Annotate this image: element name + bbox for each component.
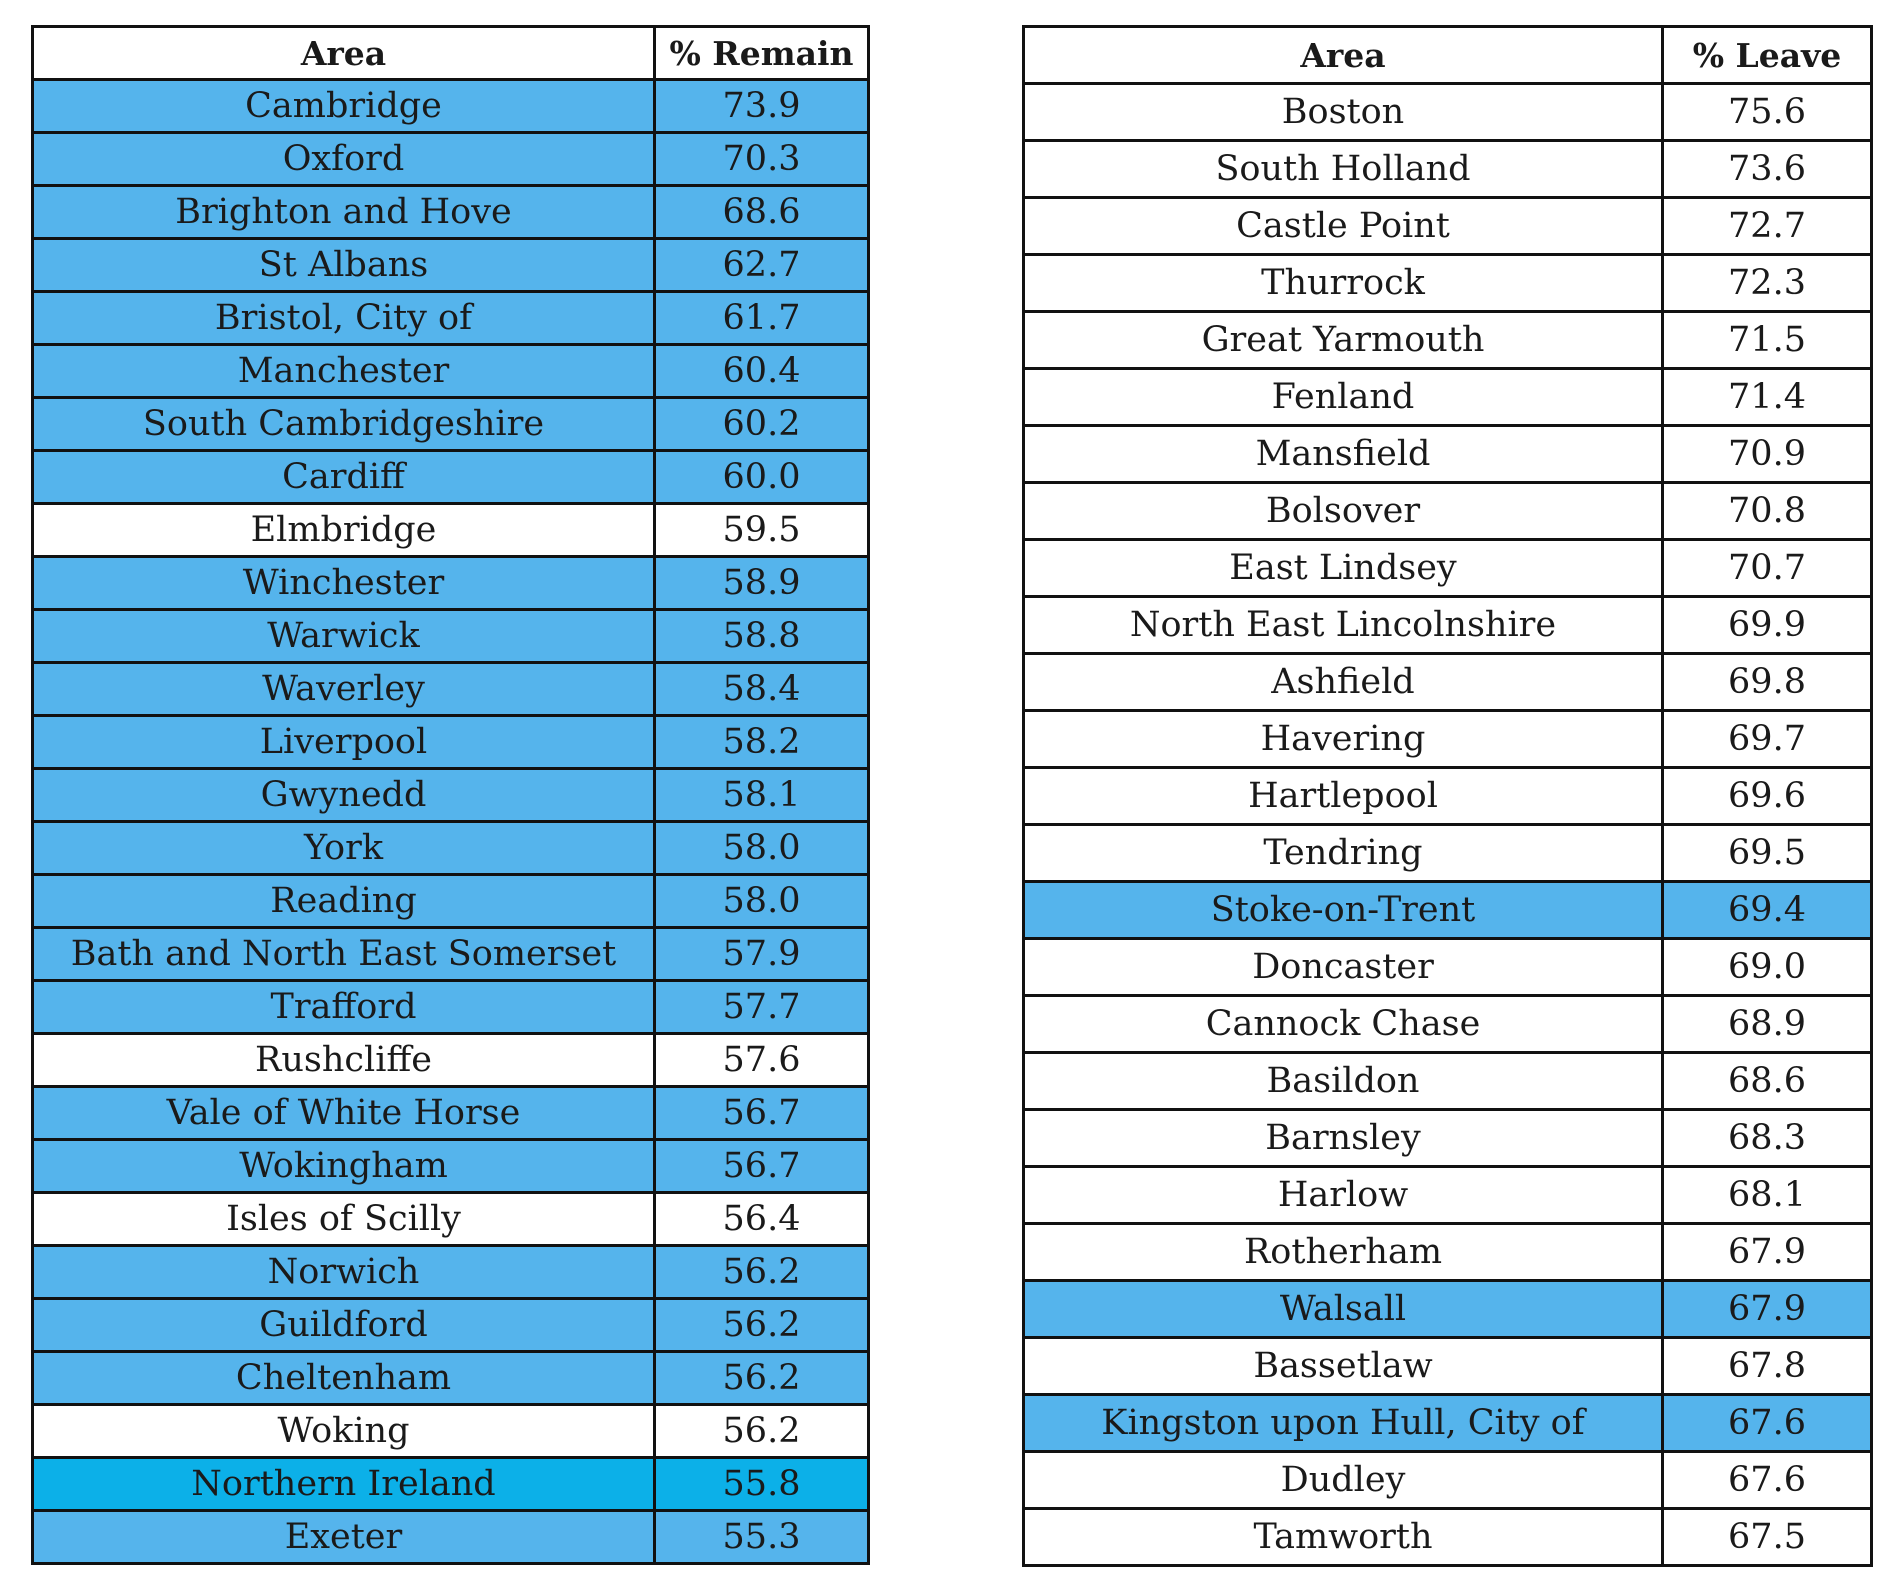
table-row: [33, 451, 869, 504]
table-row: [33, 80, 869, 133]
remain-area-cell: Trafford: [33, 981, 655, 1034]
table-row: [33, 239, 869, 292]
remain-area-cell: Elmbridge: [33, 504, 655, 557]
leave-area-cell: Rotherham: [1024, 1224, 1663, 1281]
table-row: [1024, 369, 1872, 426]
remain-area-cell: Winchester: [33, 557, 655, 610]
leave-area-cell: Tamworth: [1024, 1509, 1663, 1566]
remain-value-cell: 58.8: [655, 610, 869, 663]
remain-area-cell: Isles of Scilly: [33, 1193, 655, 1246]
remain-value-cell: 56.4: [655, 1193, 869, 1246]
table-row: [1024, 1224, 1872, 1281]
leave-value-cell: 69.7: [1663, 711, 1872, 768]
table-row: [33, 186, 869, 239]
remain-area-cell: Gwynedd: [33, 769, 655, 822]
remain-area-cell: Bristol, City of: [33, 292, 655, 345]
leave-area-cell: Mansfield: [1024, 426, 1663, 483]
remain-area-cell: Brighton and Hove: [33, 186, 655, 239]
leave-area-cell: Walsall: [1024, 1281, 1663, 1338]
remain-area-cell: York: [33, 822, 655, 875]
leave-area-cell: Cannock Chase: [1024, 996, 1663, 1053]
leave-value-cell: 69.9: [1663, 597, 1872, 654]
table-row: [33, 769, 869, 822]
table-row: [33, 504, 869, 557]
remain-value-cell: 57.9: [655, 928, 869, 981]
leave-value-cell: 70.8: [1663, 483, 1872, 540]
remain-value-cell: 56.7: [655, 1140, 869, 1193]
leave-header-area: Area: [1024, 27, 1663, 84]
leave-area-cell: Bolsover: [1024, 483, 1663, 540]
remain-header-area: Area: [33, 27, 655, 80]
leave-value-cell: 72.7: [1663, 198, 1872, 255]
leave-area-cell: Havering: [1024, 711, 1663, 768]
table-row: [1024, 711, 1872, 768]
remain-area-cell: South Cambridgeshire: [33, 398, 655, 451]
table-row: [1024, 198, 1872, 255]
remain-area-cell: Vale of White Horse: [33, 1087, 655, 1140]
remain-header-row: [33, 27, 869, 80]
remain-value-cell: 56.2: [655, 1352, 869, 1405]
leave-area-cell: Dudley: [1024, 1452, 1663, 1509]
remain-area-cell: Cambridge: [33, 80, 655, 133]
remain-area-cell: Warwick: [33, 610, 655, 663]
remain-value-cell: 58.0: [655, 822, 869, 875]
leave-value-cell: 68.9: [1663, 996, 1872, 1053]
leave-value-cell: 67.5: [1663, 1509, 1872, 1566]
remain-value-cell: 73.9: [655, 80, 869, 133]
remain-value-cell: 58.4: [655, 663, 869, 716]
leave-area-cell: North East Lincolnshire: [1024, 597, 1663, 654]
table-row: [1024, 1053, 1872, 1110]
remain-area-cell: Rushcliffe: [33, 1034, 655, 1087]
remain-value-cell: 62.7: [655, 239, 869, 292]
table-row: [33, 1246, 869, 1299]
table-row: [33, 663, 869, 716]
leave-value-cell: 67.6: [1663, 1395, 1872, 1452]
leave-area-cell: Barnsley: [1024, 1110, 1663, 1167]
table-row: [33, 1087, 869, 1140]
remain-area-cell: Bath and North East Somerset: [33, 928, 655, 981]
remain-value-cell: 68.6: [655, 186, 869, 239]
table-row: [1024, 825, 1872, 882]
leave-table: [1022, 25, 1873, 1567]
table-row: [1024, 1452, 1872, 1509]
table-row: [1024, 1167, 1872, 1224]
table-row: [1024, 84, 1872, 141]
leave-value-cell: 69.6: [1663, 768, 1872, 825]
leave-value-cell: 72.3: [1663, 255, 1872, 312]
remain-value-cell: 58.1: [655, 769, 869, 822]
table-row: [1024, 597, 1872, 654]
table-row: [33, 557, 869, 610]
table-row: [1024, 882, 1872, 939]
remain-value-cell: 58.2: [655, 716, 869, 769]
table-row: [33, 1511, 869, 1564]
table-row: [33, 1193, 869, 1246]
table-row: [33, 1299, 869, 1352]
table-row: [33, 1034, 869, 1087]
table-row: [33, 1352, 869, 1405]
table-row: [33, 981, 869, 1034]
leave-table-body: [1024, 84, 1872, 1566]
remain-area-cell: Wokingham: [33, 1140, 655, 1193]
remain-area-cell: Reading: [33, 875, 655, 928]
remain-area-cell: Cardiff: [33, 451, 655, 504]
leave-area-cell: South Holland: [1024, 141, 1663, 198]
leave-value-cell: 67.6: [1663, 1452, 1872, 1509]
leave-header-value: % Leave: [1663, 27, 1872, 84]
leave-value-cell: 71.5: [1663, 312, 1872, 369]
remain-value-cell: 55.3: [655, 1511, 869, 1564]
remain-value-cell: 57.6: [655, 1034, 869, 1087]
table-row: [33, 133, 869, 186]
table-row: [33, 292, 869, 345]
table-row: [1024, 255, 1872, 312]
leave-area-cell: Thurrock: [1024, 255, 1663, 312]
table-row: [33, 610, 869, 663]
table-row: [1024, 426, 1872, 483]
remain-value-cell: 56.2: [655, 1405, 869, 1458]
remain-area-cell: Liverpool: [33, 716, 655, 769]
table-row: [33, 1405, 869, 1458]
table-row: [33, 716, 869, 769]
leave-value-cell: 75.6: [1663, 84, 1872, 141]
leave-value-cell: 68.3: [1663, 1110, 1872, 1167]
table-row: [33, 875, 869, 928]
leave-value-cell: 67.9: [1663, 1224, 1872, 1281]
remain-area-cell: Manchester: [33, 345, 655, 398]
remain-value-cell: 60.2: [655, 398, 869, 451]
remain-value-cell: 56.2: [655, 1299, 869, 1352]
table-row: [33, 822, 869, 875]
remain-area-cell: Norwich: [33, 1246, 655, 1299]
leave-area-cell: Basildon: [1024, 1053, 1663, 1110]
table-row: [33, 345, 869, 398]
remain-value-cell: 58.9: [655, 557, 869, 610]
table-row: [1024, 996, 1872, 1053]
remain-area-cell: Woking: [33, 1405, 655, 1458]
table-row: [1024, 312, 1872, 369]
remain-area-cell: Cheltenham: [33, 1352, 655, 1405]
leave-area-cell: Boston: [1024, 84, 1663, 141]
remain-value-cell: 56.7: [655, 1087, 869, 1140]
leave-value-cell: 68.6: [1663, 1053, 1872, 1110]
leave-area-cell: Fenland: [1024, 369, 1663, 426]
table-row: [33, 398, 869, 451]
remain-value-cell: 59.5: [655, 504, 869, 557]
leave-value-cell: 73.6: [1663, 141, 1872, 198]
remain-value-cell: 56.2: [655, 1246, 869, 1299]
table-row: [1024, 768, 1872, 825]
leave-value-cell: 70.9: [1663, 426, 1872, 483]
remain-value-cell: 61.7: [655, 292, 869, 345]
remain-value-cell: 57.7: [655, 981, 869, 1034]
table-row: [1024, 141, 1872, 198]
leave-value-cell: 67.9: [1663, 1281, 1872, 1338]
remain-header-value: % Remain: [655, 27, 869, 80]
table-row: [1024, 1509, 1872, 1566]
leave-area-cell: Ashfield: [1024, 654, 1663, 711]
leave-area-cell: Great Yarmouth: [1024, 312, 1663, 369]
table-row: [1024, 483, 1872, 540]
table-row: [1024, 1110, 1872, 1167]
table-row: [33, 1140, 869, 1193]
leave-area-cell: Castle Point: [1024, 198, 1663, 255]
remain-area-cell: Oxford: [33, 133, 655, 186]
remain-area-cell: Exeter: [33, 1511, 655, 1564]
leave-value-cell: 69.5: [1663, 825, 1872, 882]
table-row: [1024, 540, 1872, 597]
leave-area-cell: Kingston upon Hull, City of: [1024, 1395, 1663, 1452]
table-row: [1024, 939, 1872, 996]
table-row: [33, 1458, 869, 1511]
leave-value-cell: 69.4: [1663, 882, 1872, 939]
remain-area-cell: St Albans: [33, 239, 655, 292]
remain-area-cell: Northern Ireland: [33, 1458, 655, 1511]
leave-value-cell: 71.4: [1663, 369, 1872, 426]
leave-value-cell: 69.8: [1663, 654, 1872, 711]
leave-value-cell: 70.7: [1663, 540, 1872, 597]
table-row: [1024, 1281, 1872, 1338]
leave-header-row: [1024, 27, 1872, 84]
table-row: [33, 928, 869, 981]
remain-value-cell: 55.8: [655, 1458, 869, 1511]
table-row: [1024, 654, 1872, 711]
table-row: [1024, 1395, 1872, 1452]
leave-area-cell: Hartlepool: [1024, 768, 1663, 825]
remain-table-body: [33, 80, 869, 1564]
leave-area-cell: Stoke-on-Trent: [1024, 882, 1663, 939]
leave-area-cell: Tendring: [1024, 825, 1663, 882]
remain-area-cell: Guildford: [33, 1299, 655, 1352]
leave-area-cell: Bassetlaw: [1024, 1338, 1663, 1395]
remain-table: [31, 25, 870, 1565]
leave-area-cell: Harlow: [1024, 1167, 1663, 1224]
leave-value-cell: 69.0: [1663, 939, 1872, 996]
remain-value-cell: 60.4: [655, 345, 869, 398]
remain-area-cell: Waverley: [33, 663, 655, 716]
leave-area-cell: Doncaster: [1024, 939, 1663, 996]
remain-value-cell: 58.0: [655, 875, 869, 928]
leave-area-cell: East Lindsey: [1024, 540, 1663, 597]
table-row: [1024, 1338, 1872, 1395]
remain-value-cell: 60.0: [655, 451, 869, 504]
leave-value-cell: 68.1: [1663, 1167, 1872, 1224]
leave-value-cell: 67.8: [1663, 1338, 1872, 1395]
remain-value-cell: 70.3: [655, 133, 869, 186]
